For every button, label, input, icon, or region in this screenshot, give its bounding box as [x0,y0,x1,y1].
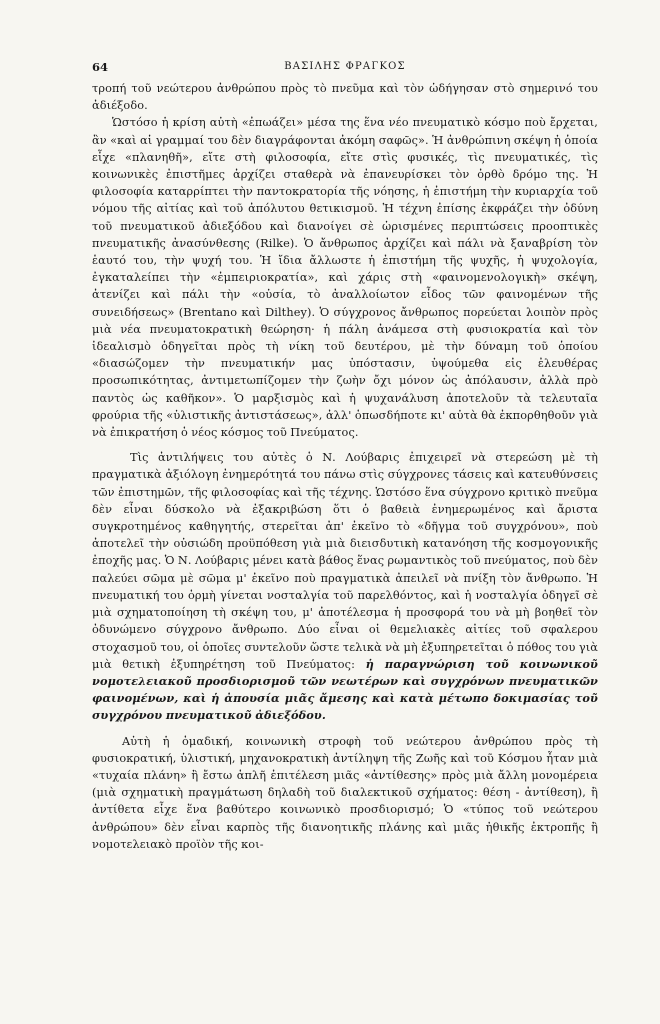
paragraph: Ὡστόσο ἡ κρίση αὐτὴ «ἐπωάζει» μέσα της ἕνα νέο πνευματικὸ κόσμο ποὺ ἔρχεται, ἂν «καὶ αἱ γραμμαί του δὲν διαγράφονται ἀκόμη σαφῶς». Ἡ ἀνθρώπινη σκέψη ἡ ὁποία εἶχε «πλανηθῆ», εἴτε στὴ φιλοσοφία, εἴτε στὶς φυσικές, τὶς πνευματικές, τὶς κοινωνικὲς ἐπιστῆμες ἀρχίζει σταθερὰ νὰ ἐπανευρίσκει τὸν ὀρθὸ δρόμο της. Ἡ φιλοσοφία καταρρίπτει τὴν παντοκρατορία τῆς νόησης, ἡ ἐπιστήμη τὴν κυριαρχία τοῦ νόμου τῆς αἰτίας καὶ τοῦ ἀπόλυτου θετικισμοῦ. Ἡ τέχνη ἐπίσης ἐκφράζει τὴν ὀδύνη τοῦ πνευματικοῦ ἀδιεξόδου καὶ διανοίγει σὲ ὡρισμένες περιπτώσεις προοπτικὲς πνευματικῆς ἀνασύνθεσης (Rilke). Ὁ ἄνθρωπος ἀρχίζει καὶ πάλι νὰ ξαναβρίση τὸν ἑαυτό του, τὴν ψυχή του. Ἡ ἴδια ἄλλωστε ἡ ἐπιστήμη τῆς ψυχῆς, ἡ ψυχολογία, ἐγκαταλείπει τὴν «ἐμπειριοκρατία», καὶ χάρις στὴ «φαινομενολογικὴ» σκέψη, ἀτενίζει καὶ πάλι τὴν «οὐσία, τὸ ἀναλλοίωτον εἶδος τῶν φαινομένων τῆς συνειδήσεως» (Brentano καὶ Dilthey). Ὁ σύγχρονος ἄνθρωπος πορεύεται λοιπὸν πρὸς μιὰ νέα πνευματοκρατικὴ θεώρηση· ἡ πάλη ἀνάμεσα στὴ φυσιοκρατία καὶ τὸν ἰδεαλισμὸ ὁδηγεῖται πρὸς τὴ νίκη τοῦ δευτέρου, μὲ τὴν δύναμη τοῦ ὁποίου «διασώζομεν τὴν πνευματικήν μας ὑπόστασιν, ὑψούμεθα εἰς ἐλευθέρας προσωπικότητας, ἀντιμετωπίζομεν τὴν ζωὴν ὄχι μόνον ὡς ἀπόλαυσιν, ἀλλὰ πρὸ παντὸς ὡς καθῆκον». Ὁ μαρξισμὸς καὶ ἡ ψυχανάλυση ἀποτελοῦν τὰ τελευταῖα φρούρια τῆς «ὑλιστικῆς ἀντιστάσεως», ἀλλ' ὁπωσδήποτε κι' αὐτὰ θὰ ἐκπορθηθοῦν γιὰ νὰ ἐπικρατήση ὁ νέος κόσμος τοῦ Πνεύματος. [92,116,598,440]
page-number: 64 [92,60,109,74]
emphasized-text: ἡ παραγνώριση τοῦ κοινωνικοῦ νομοτελειακοῦ προσδιορισμοῦ τῶν νεωτέρων καὶ συγχρόνων πνευματικῶν φαινομένων, καὶ ἡ ἀπουσία μιᾶς ἄμεσης καὶ κατὰ μέτωπο δοκιμασίας τοῦ συγχρόνου πνευματικοῦ ἀδιεξόδου. [92,656,598,723]
paragraph: Αὐτὴ ἡ ὁμαδική, κοινωνικὴ στροφὴ τοῦ νεώτερου ἀνθρώπου πρὸς τὴ φυσιοκρατική, ὑλιστική, μηχανοκρατικὴ ἀντίληψη τῆς Ζωῆς καὶ τοῦ Κόσμου ἦταν μιὰ «τυχαία πλάνη» ἢ ἔστω ἁπλῆ ἐπιτέλεση μιᾶς «ἀντίθεσης» πρὸς μιὰ ἄλλη μονομέρεια (μιὰ σχηματικὴ πραγμάτωση δηλαδὴ τοῦ διαλεκτικοῦ σχήματος: θέση - ἀντίθεση), ἢ ἀντίθετα εἶχε ἕνα βαθύτερο κοινωνικὸ προσδιορισμό; Ὁ «τύπος τοῦ νεώτερου ἀνθρώπου» δὲν εἶναι καρπὸς τῆς διανοητικῆς πλάνης καὶ μιᾶς ἠθικῆς ἐκτροπῆς ἢ νομοτελειακὸ προϊὸν τῆς κοι- [92,734,598,851]
body-text [92,80,598,853]
running-head: ΒΑΣΙΛΗΣ ΦΡΑΓΚΟΣ [284,61,406,72]
paragraph-text: Τὶς ἀντιλήψεις του αὐτὲς ὁ Ν. Λούβαρις ἐπιχειρεῖ νὰ στερεώση μὲ τὴ πραγματικὰ ἀξιόλογη ἐνημερότητά του πάνω στὶς σύγχρονες τάσεις καὶ κατευθύνσεις τῶν ἐπιστημῶν, τῆς φιλοσοφίας καὶ τῆς τέχνης. Ὡστόσο ἕνα σύγχρονο κριτικὸ πνεῦμα δὲν εἶναι δύσκολο νὰ ἐξακριβώση ὅτι ὁ βαθειὰ ἐνημερωμένος καὶ ἄριστα συγκροτημένος καθηγητής, στερεῖται ἀπ' ἐκεῖνο τὸ «δῆγμα τοῦ συγχρόνου», ποὺ ἀποτελεῖ τὴν οὐσιώδη προϋπόθεση γιὰ μιὰ διεισδυτικὴ κατανόηση τῆς κοσμογονικῆς ἐποχῆς μας. Ὁ Ν. Λούβαρις μένει κατὰ βάθος ἕνας ρωμαντικὸς τοῦ πνεύματος, ποὺ δὲν παλεύει σῶμα μὲ σῶμα μ' ἐκεῖνο ποὺ πραγματικὰ ἀπειλεῖ νὰ πνίξη τὸν ἄνθρωπο. Ἡ πνευματική του ὁρμὴ γίνεται νοσταλγία τοῦ παρελθόντος, καὶ ἡ νοσταλγία ὁδηγεῖ σὲ μιὰ σχηματοποίηση τὴ σκέψη του, μ' ἀποτέλεσμα ἡ προσφορά του νὰ μὴ βοηθεῖ τὸν ὀδυνώμενο σύγχρονο ἄνθρωπο. Δύο εἶναι οἱ θεμελιακὲς αἰτίες τοῦ σφαλερου στοχασμοῦ του, οἱ ὁποῖες συντελοῦν ὥστε τελικὰ νὰ μὴ ἐξυπηρετεῖται ὁ πόθος του γιὰ μιὰ θετικὴ ἐξυπηρέτηση τοῦ Πνεύματος: [92,451,598,671]
paragraph-continuation: τροπή τοῦ νεώτερου ἀνθρώπου πρὸς τὸ πνεῦμα καὶ τὸν ὡδήγησαν στὸ σημερινό του ἀδιέξοδο. [92,82,598,113]
page-header [92,50,598,80]
book-page [92,50,598,853]
paragraph [92,449,598,724]
